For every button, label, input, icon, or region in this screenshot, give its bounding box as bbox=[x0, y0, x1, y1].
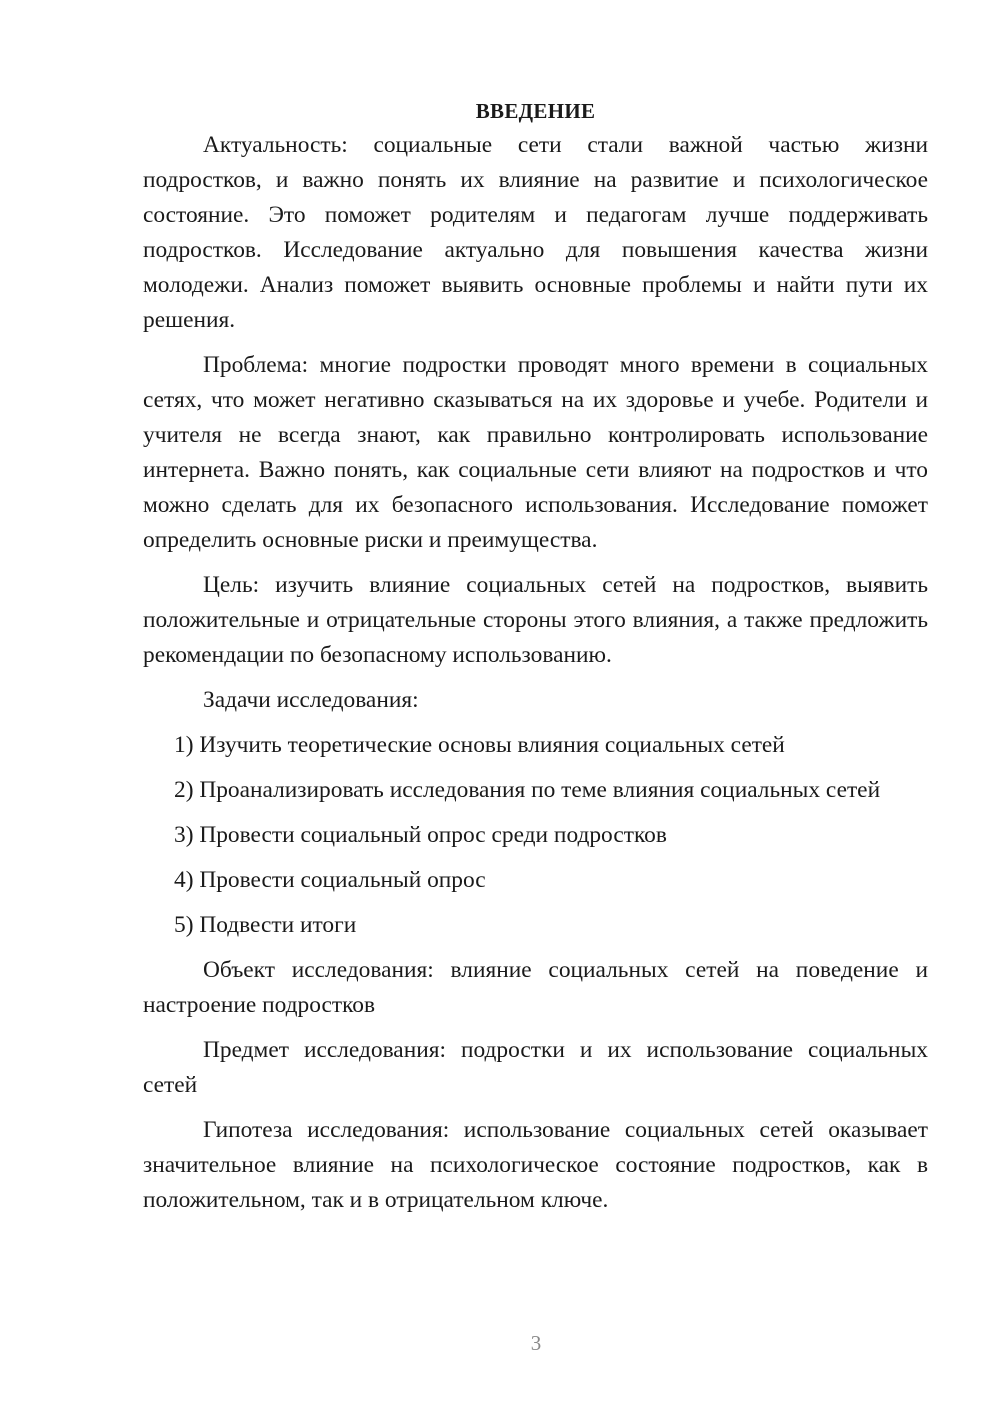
task-item-4: 4) Провести социальный опрос bbox=[174, 867, 486, 893]
task-item-1: 1) Изучить теоретические основы влияния социальных сетей bbox=[174, 732, 785, 758]
subject-paragraph: Предмет исследования: подростки и их использование социальных сетей bbox=[143, 1037, 928, 1098]
goal-paragraph: Цель: изучить влияние социальных сетей на подростков, выявить положительные и отрицательные стороны этого влияния, а также предложить рекомендации по безопасному использованию. bbox=[143, 572, 928, 668]
hypothesis-paragraph: Гипотеза исследования: использование социальных сетей оказывает значительное влияние на психологическое состояние подростков, как в положительном, так и в отрицательном ключе. bbox=[143, 1117, 928, 1213]
task-item-5: 5) Подвести итоги bbox=[174, 912, 357, 938]
object-paragraph: Объект исследования: влияние социальных сетей на поведение и настроение подростков bbox=[143, 957, 928, 1018]
tasks-heading: Задачи исследования: bbox=[203, 687, 419, 713]
document-title: ВВЕДЕНИЕ bbox=[475, 99, 596, 123]
page-number: 3 bbox=[530, 1331, 542, 1355]
problem-paragraph: Проблема: многие подростки проводят много времени в социальных сетях, что может негативно сказываться на их здоровье и учебе. Родители и учителя не всегда знают, как правильно контролировать использование интернета. Важно понять, как социальные сети влияют на подростков и что можно сделать для их безопасного использования. Исследование поможет определить основные риски и преимущества. bbox=[143, 352, 928, 553]
relevance-paragraph: Актуальность: социальные сети стали важной частью жизни подростков, и важно понять их влияние на развитие и психологическое состояние. Это поможет родителям и педагогам лучше поддерживать подростков. Исследование актуально для повышения качества жизни молодежи. Анализ поможет выявить основные проблемы и найти пути их решения. bbox=[143, 132, 928, 333]
tasks-list bbox=[143, 728, 928, 943]
task-item-2: 2) Проанализировать исследования по теме влияния социальных сетей bbox=[174, 777, 881, 803]
document-page bbox=[143, 96, 928, 1228]
task-item-3: 3) Провести социальный опрос среди подростков bbox=[174, 822, 667, 848]
